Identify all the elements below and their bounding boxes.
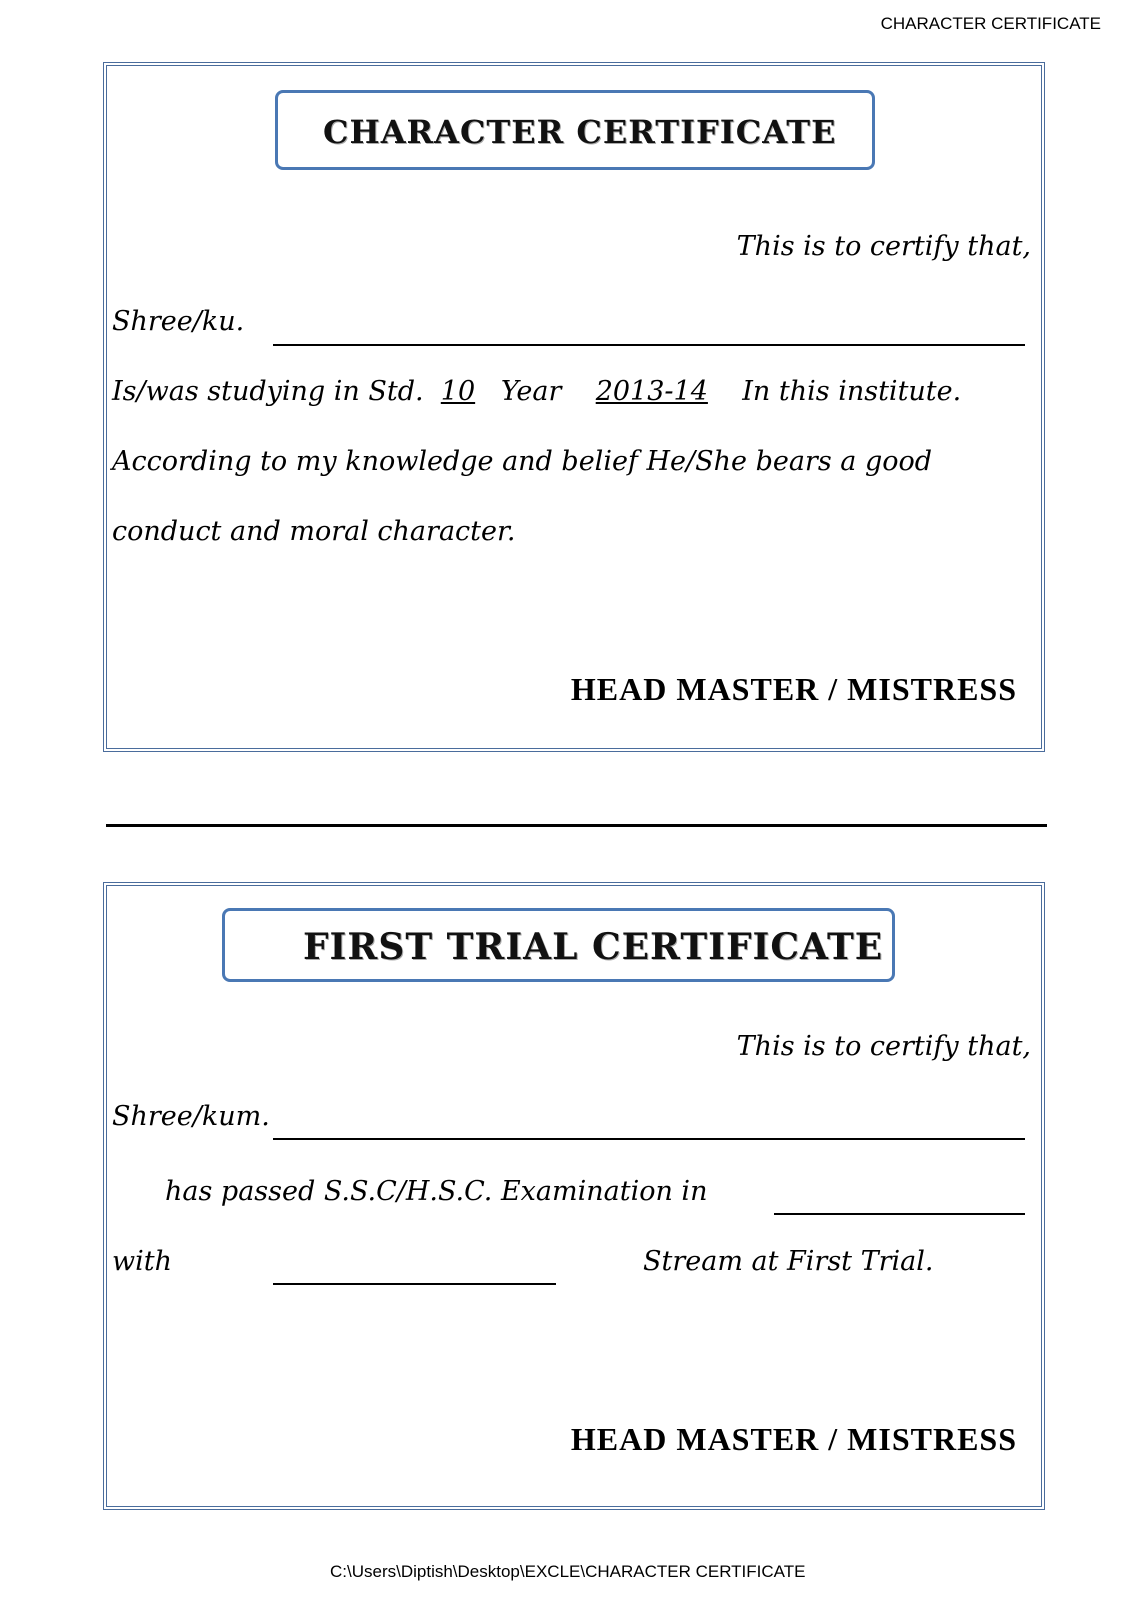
study-suffix: In this institute. bbox=[742, 376, 962, 407]
certify-intro: This is to certify that, bbox=[736, 231, 1031, 262]
stream-blank-line bbox=[273, 1283, 556, 1285]
divider-line bbox=[106, 824, 1047, 827]
name-label: Shree/kum. bbox=[112, 1101, 270, 1132]
name-blank-line bbox=[273, 1138, 1025, 1140]
first-trial-certificate bbox=[103, 882, 1045, 1510]
conduct-line: conduct and moral character. bbox=[112, 516, 516, 547]
study-prefix: Is/was studying in Std. bbox=[112, 376, 424, 407]
year-label: Year bbox=[500, 376, 562, 407]
with-label: with bbox=[112, 1246, 172, 1277]
certificate-title: CHARACTER CERTIFICATE bbox=[275, 90, 875, 170]
passed-line: has passed S.S.C/H.S.C. Examination in bbox=[165, 1176, 708, 1207]
footer-file-path: C:\Users\Diptish\Desktop\EXCLE\CHARACTER CERTIFICATE bbox=[330, 1562, 806, 1581]
stream-line: Stream at First Trial. bbox=[643, 1246, 934, 1277]
certify-intro: This is to certify that, bbox=[736, 1031, 1031, 1062]
std-value: 10 bbox=[440, 376, 476, 407]
signature-label: HEAD MASTER / MISTRESS bbox=[570, 671, 1017, 707]
exam-blank-line bbox=[774, 1213, 1025, 1215]
character-certificate bbox=[103, 62, 1045, 752]
study-line bbox=[112, 376, 961, 407]
belief-line: According to my knowledge and belief He/She bears a good bbox=[112, 446, 933, 477]
certificate-title: FIRST TRIAL CERTIFICATE bbox=[222, 908, 895, 982]
name-blank-line bbox=[273, 344, 1025, 346]
year-value: 2013-14 bbox=[595, 376, 708, 407]
page-header-label: CHARACTER CERTIFICATE bbox=[880, 14, 1101, 33]
signature-label: HEAD MASTER / MISTRESS bbox=[570, 1421, 1017, 1457]
name-label: Shree/ku. bbox=[112, 306, 245, 337]
